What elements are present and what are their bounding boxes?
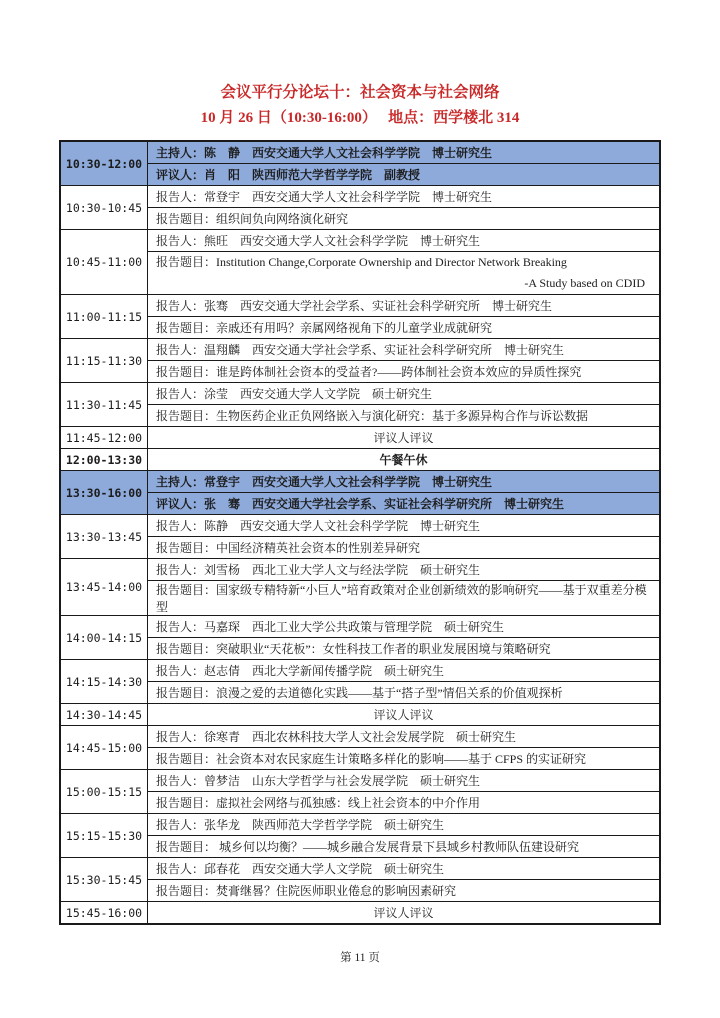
note-line: 午餐午休 (379, 453, 428, 467)
page-footer: 第 11 页 (340, 952, 380, 964)
session-header-row (61, 470, 659, 514)
talk-title-line: 报告题目：亲戚还有用吗？亲属网络视角下的儿童学业成就研究 (148, 316, 659, 338)
speaker-line: 报告人：温翔麟 西安交通大学社会学系、实证社会科学研究所 博士研究生 (156, 343, 565, 357)
row-content (148, 142, 659, 185)
talk-title-line: 报告题目：Institution Change,Corporate Ownership and Director Network Breaking (156, 255, 567, 269)
note-line: 评议人评议 (373, 708, 434, 722)
time-cell: 14:45-15:00 (61, 726, 148, 769)
time-cell: 11:30-11:45 (61, 383, 148, 426)
note-row (61, 703, 659, 725)
talk-title-line: 报告题目：虚拟社会网络与孤独感：线上社会资本的中介作用 (148, 791, 659, 813)
talk-title-line: 报告题目：组织间负向网络演化研究 (148, 207, 659, 229)
talk-title-line: 报告题目：焚膏继晷？住院医师职业倦怠的影响因素研究 (148, 879, 659, 901)
time-cell: 13:30-16:00 (61, 471, 148, 514)
talk-row (61, 857, 659, 901)
row-content (148, 559, 659, 615)
note-row (61, 426, 659, 448)
talk-title-line: 报告题目：谁是跨体制社会资本的受益者?——跨体制社会资本效应的异质性探究 (148, 360, 659, 382)
time-cell: 14:30-14:45 (61, 704, 148, 725)
time-cell: 11:15-11:30 (61, 339, 148, 382)
talk-row (61, 514, 659, 558)
speaker-line: 报告人：徐寒青 西北农林科技大学人文社会发展学院 硕士研究生 (156, 730, 517, 744)
talk-title-line: 报告题目：突破职业“天花板”：女性科技工作者的职业发展困境与策略研究 (148, 637, 659, 659)
time-cell: 15:15-15:30 (61, 814, 148, 857)
talk-title-line: 报告题目： 城乡何以均衡？——城乡融合发展背景下县域乡村教师队伍建设研究 (148, 835, 659, 857)
page-subtitle: 10 月 26 日（10:30-16:00） 地点：西学楼北 314 (200, 110, 520, 126)
time-cell: 10:30-10:45 (61, 186, 148, 229)
row-content (148, 383, 659, 426)
speaker-line: 报告人：熊旺 西安交通大学人文社会科学学院 博士研究生 (156, 234, 481, 248)
talk-row (61, 659, 659, 703)
time-cell: 14:00-14:15 (61, 616, 148, 659)
speaker-line: 报告人：张华龙 陕西师范大学哲学学院 硕士研究生 (156, 818, 445, 832)
talk-row (61, 185, 659, 229)
note-line: 评议人评议 (373, 906, 434, 920)
talk-row (61, 338, 659, 382)
talk-title-line: 报告题目：社会资本对农民家庭生计策略多样化的影响——基于 CFPS 的实证研究 (148, 747, 659, 769)
talk-title-line: 报告题目：浪漫之爱的去道德化实践——基于“搭子型”情侣关系的价值观探析 (148, 681, 659, 703)
row-content (148, 726, 659, 769)
talk-row (61, 725, 659, 769)
note-row (61, 448, 659, 470)
talk-row (61, 294, 659, 338)
time-cell: 15:00-15:15 (61, 770, 148, 813)
row-content (148, 427, 659, 448)
row-content (148, 186, 659, 229)
talk-title-line: 报告题目：中国经济精英社会资本的性别差异研究 (148, 536, 659, 558)
speaker-line: 报告人：邱春花 西安交通大学人文学院 硕士研究生 (156, 862, 445, 876)
talk-row (61, 813, 659, 857)
speaker-line: 报告人：马嘉琛 西北工业大学公共政策与管理学院 硕士研究生 (156, 620, 505, 634)
time-cell: 15:45-16:00 (61, 902, 148, 923)
talk-row (61, 769, 659, 813)
time-cell: 14:15-14:30 (61, 660, 148, 703)
discussant-line: 评议人：肖 阳 陕西师范大学哲学学院 副教授 (148, 163, 659, 185)
speaker-line: 报告人：刘雪杨 西北工业大学人文与经法学院 硕士研究生 (156, 563, 481, 577)
talk-title-line: 报告题目：国家级专精特新“小巨人”培育政策对企业创新绩效的影响研究——基于双重差分模型 (148, 580, 659, 615)
row-content (148, 770, 659, 813)
chair-line: 主持人：陈 静 西安交通大学人文社会科学学院 博士研究生 (156, 146, 493, 160)
row-content (148, 515, 659, 558)
speaker-line: 报告人：曾梦洁 山东大学哲学与社会发展学院 硕士研究生 (156, 774, 481, 788)
row-content (148, 449, 659, 470)
speaker-line: 报告人：赵志倩 西北大学新闻传播学院 硕士研究生 (156, 664, 445, 678)
time-cell: 13:45-14:00 (61, 559, 148, 615)
row-content (148, 295, 659, 338)
session-header-row (61, 142, 659, 185)
speaker-line: 报告人：常登宇 西安交通大学人文社会科学学院 博士研究生 (156, 190, 493, 204)
time-cell: 10:45-11:00 (61, 230, 148, 294)
talk-title-line: 报告题目：生物医药企业正负网络嵌入与演化研究：基于多源异构合作与诉讼数据 (148, 404, 659, 426)
talk-row (61, 558, 659, 615)
time-cell: 15:30-15:45 (61, 858, 148, 901)
page-title: 会议平行分论坛十：社会资本与社会网络 (220, 84, 500, 101)
talk-row (61, 229, 659, 294)
time-cell: 11:45-12:00 (61, 427, 148, 448)
talk-row (61, 382, 659, 426)
chair-line: 主持人：常登宇 西安交通大学人文社会科学学院 博士研究生 (156, 475, 493, 489)
row-content (148, 230, 659, 294)
row-content (148, 660, 659, 703)
note-line: 评议人评议 (373, 431, 434, 445)
time-cell: 12:00-13:30 (61, 449, 148, 470)
talk-title-cell (148, 251, 659, 294)
schedule-table (59, 140, 661, 925)
speaker-line: 报告人：张骞 西安交通大学社会学系、实证社会科学研究所 博士研究生 (156, 299, 553, 313)
row-content (148, 902, 659, 923)
row-content (148, 704, 659, 725)
row-content (148, 339, 659, 382)
speaker-line: 报告人：陈静 西安交通大学人文社会科学学院 博士研究生 (156, 519, 481, 533)
talk-title-continuation: -A Study based on CDID (524, 276, 645, 290)
note-row (61, 901, 659, 923)
row-content (148, 471, 659, 514)
row-content (148, 814, 659, 857)
time-cell: 11:00-11:15 (61, 295, 148, 338)
talk-row (61, 615, 659, 659)
row-content (148, 616, 659, 659)
row-content (148, 858, 659, 901)
speaker-line: 报告人：涂莹 西安交通大学人文学院 硕士研究生 (156, 387, 433, 401)
time-cell: 10:30-12:00 (61, 142, 148, 185)
discussant-line: 评议人：张 骞 西安交通大学社会学系、实证社会科学研究所 博士研究生 (148, 492, 659, 514)
time-cell: 13:30-13:45 (61, 515, 148, 558)
